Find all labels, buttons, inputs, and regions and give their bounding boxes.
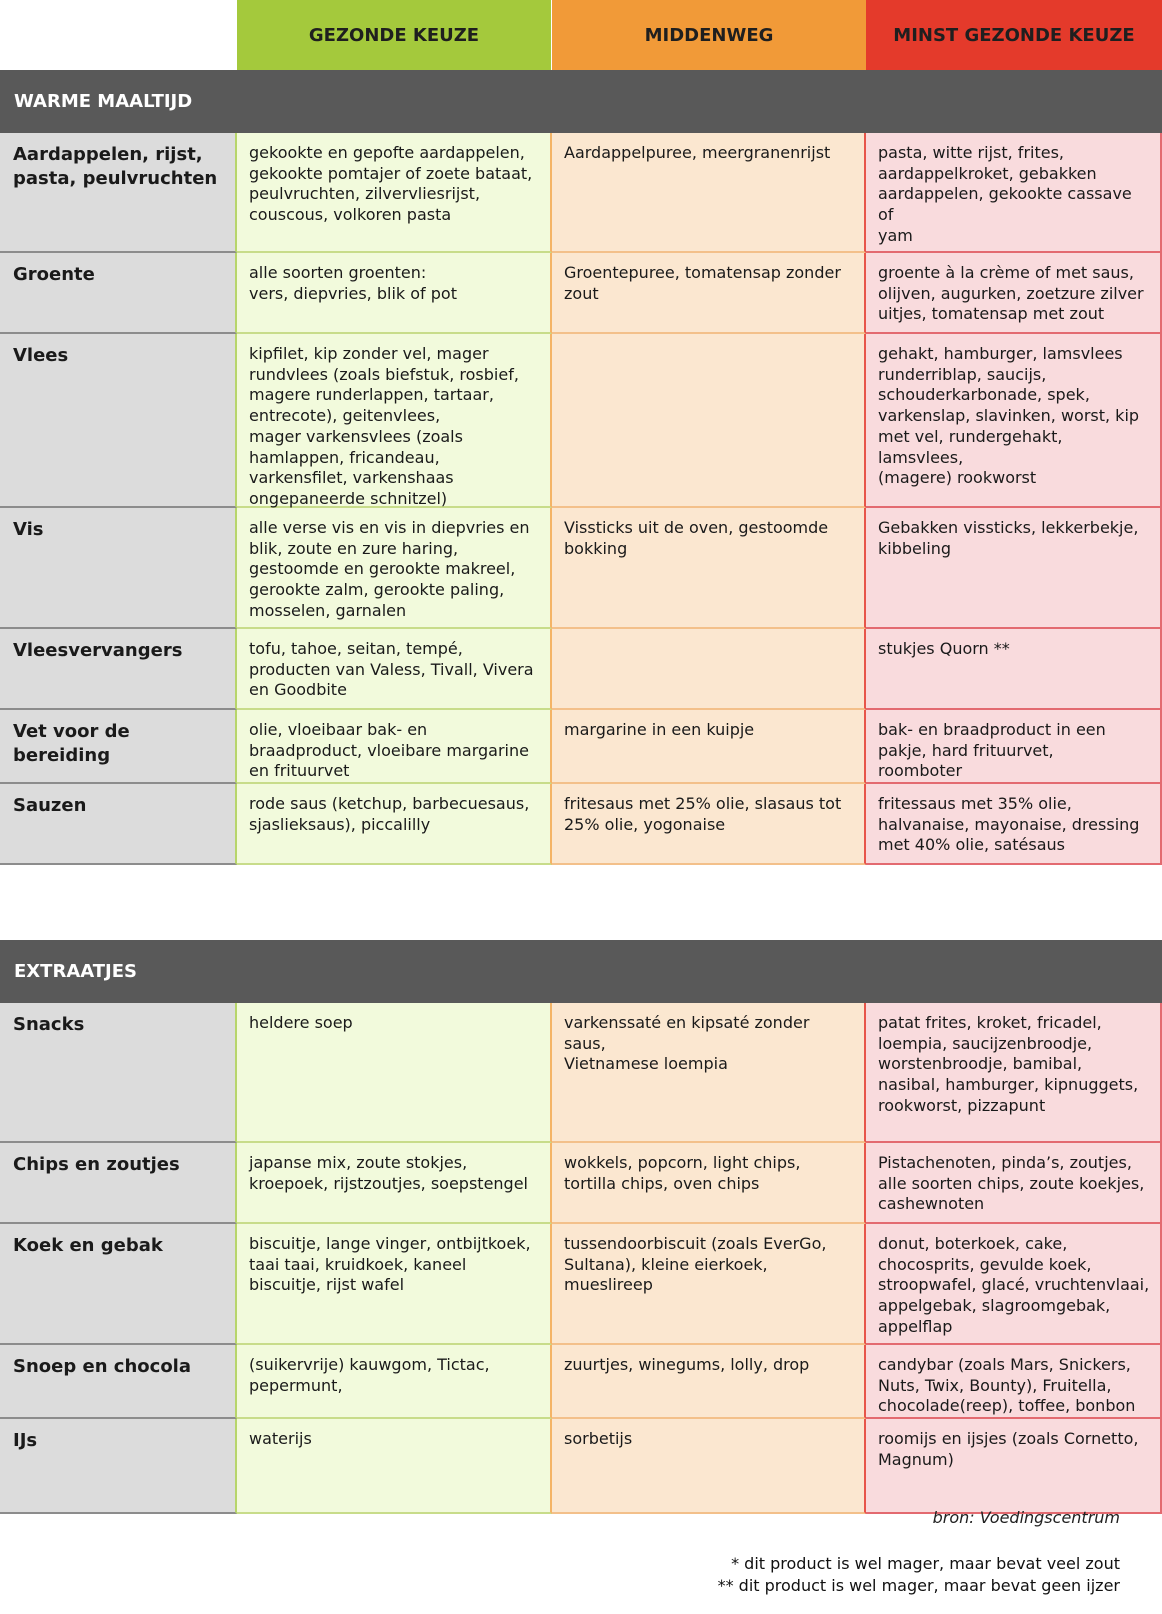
row-label: Aardappelen, rijst, pasta, peulvruchten: [0, 133, 237, 253]
cell-healthy: alle verse vis en vis in diepvries en blik, zoute en zure haring, gestoomde en gerookte makreel, gerookte zalm, gerookte paling, mosselen, garnalen: [237, 508, 552, 629]
cell-least: gehakt, hamburger, lamsvlees runderriblap, saucijs, schouderkarbonade, spek, varkenslap, slavinken, worst, kip met vel, rundergehakt, lamsvlees, (magere) rookworst: [866, 334, 1162, 508]
cell-healthy: tofu, tahoe, seitan, tempé, producten van Valess, Tivall, Vivera en Goodbite: [237, 629, 552, 710]
footnote-iron: ** dit product is wel mager, maar bevat geen ijzer: [717, 1576, 1120, 1595]
row-label: Vleesvervangers: [0, 629, 237, 710]
row-label: Snoep en chocola: [0, 1345, 237, 1419]
cell-healthy: heldere soep: [237, 1003, 552, 1143]
header-middle: MIDDENWEG: [552, 0, 866, 70]
row-label: Vis: [0, 508, 237, 629]
cell-least: Pistachenoten, pinda’s, zoutjes, alle soorten chips, zoute koekjes, cashewnoten: [866, 1143, 1162, 1224]
section-bar-extraatjes: EXTRAATJES: [0, 940, 1162, 1003]
cell-middle: wokkels, popcorn, light chips, tortilla chips, oven chips: [552, 1143, 866, 1224]
cell-middle: Aardappelpuree, meergranenrijst: [552, 133, 866, 253]
table-row: [0, 629, 1162, 710]
cell-least: Gebakken vissticks, lekkerbekje, kibbeling: [866, 508, 1162, 629]
cell-middle: fritesaus met 25% olie, slasaus tot 25% olie, yogonaise: [552, 784, 866, 865]
cell-least: fritessaus met 35% olie, halvanaise, mayonaise, dressing met 40% olie, satésaus: [866, 784, 1162, 865]
header-healthy: GEZONDE KEUZE: [237, 0, 551, 70]
cell-healthy: olie, vloeibaar bak- en braadproduct, vloeibare margarine en frituurvet: [237, 710, 552, 784]
table-row: [0, 334, 1162, 508]
cell-healthy: alle soorten groenten: vers, diepvries, blik of pot: [237, 253, 552, 334]
source-note: bron: Voedingscentrum: [932, 1508, 1120, 1527]
cell-healthy: kipfilet, kip zonder vel, mager rundvlees (zoals biefstuk, rosbief, magere runderlappen, tartaar, entrecote), geitenvlees, mager varkensvlees (zoals hamlappen, fricandeau, varkensfilet, varkenshaas ongepaneerde schnitzel): [237, 334, 552, 508]
column-header-row: [0, 0, 1135, 70]
cell-least: patat frites, kroket, fricadel, loempia, saucijzenbroodje, worstenbroodje, bamibal, nasibal, hamburger, kipnuggets, rookworst, pizzapunt: [866, 1003, 1162, 1143]
cell-least: candybar (zoals Mars, Snickers, Nuts, Twix, Bounty), Fruitella, chocolade(reep), toffee, bonbon: [866, 1345, 1162, 1419]
table-row: [0, 1345, 1162, 1419]
row-label: Vlees: [0, 334, 237, 508]
header-blank: [0, 0, 236, 70]
table-row: [0, 1143, 1162, 1224]
cell-healthy: waterijs: [237, 1419, 552, 1514]
row-label: Chips en zoutjes: [0, 1143, 237, 1224]
table-row: [0, 508, 1162, 629]
table-row: [0, 1419, 1162, 1514]
cell-middle: sorbetijs: [552, 1419, 866, 1514]
row-label: IJs: [0, 1419, 237, 1514]
table-row: [0, 710, 1162, 784]
cell-least: bak- en braadproduct in een pakje, hard frituurvet, roomboter: [866, 710, 1162, 784]
table-row: [0, 1224, 1162, 1345]
cell-least: donut, boterkoek, cake, chocosprits, gevulde koek, stroopwafel, glacé, vruchtenvlaai, appelgebak, slagroomgebak, appelflap: [866, 1224, 1162, 1345]
cell-middle: [552, 629, 866, 710]
cell-healthy: gekookte en gepofte aardappelen, gekookte pomtajer of zoete bataat, peulvruchten, zilvervliesrijst, couscous, volkoren pasta: [237, 133, 552, 253]
cell-middle: zuurtjes, winegums, lolly, drop: [552, 1345, 866, 1419]
cell-least: roomijs en ijsjes (zoals Cornetto, Magnum): [866, 1419, 1162, 1514]
cell-middle: [552, 334, 866, 508]
cell-middle: Groentepuree, tomatensap zonder zout: [552, 253, 866, 334]
row-label: Koek en gebak: [0, 1224, 237, 1345]
cell-middle: varkenssaté en kipsaté zonder saus, Vietnamese loempia: [552, 1003, 866, 1143]
cell-least: stukjes Quorn **: [866, 629, 1162, 710]
table-row: [0, 253, 1162, 334]
cell-least: groente à la crème of met saus, olijven, augurken, zoetzure zilver uitjes, tomatensap met zout: [866, 253, 1162, 334]
table-row: [0, 133, 1162, 253]
table-row: [0, 784, 1162, 865]
row-label: Vet voor de bereiding: [0, 710, 237, 784]
cell-healthy: japanse mix, zoute stokjes, kroepoek, rijstzoutjes, soepstengel: [237, 1143, 552, 1224]
cell-least: pasta, witte rijst, frites, aardappelkroket, gebakken aardappelen, gekookte cassave of yam: [866, 133, 1162, 253]
section-bar-warme-maaltijd: WARME MAALTIJD: [0, 70, 1162, 133]
footnote-salt: * dit product is wel mager, maar bevat veel zout: [731, 1554, 1120, 1573]
cell-middle: tussendoorbiscuit (zoals EverGo, Sultana), kleine eierkoek, mueslireep: [552, 1224, 866, 1345]
cell-healthy: (suikervrije) kauwgom, Tictac, pepermunt,: [237, 1345, 552, 1419]
row-label: Groente: [0, 253, 237, 334]
cell-healthy: biscuitje, lange vinger, ontbijtkoek, taai taai, kruidkoek, kaneel biscuitje, rijst wafel: [237, 1224, 552, 1345]
table-row: [0, 1003, 1162, 1143]
cell-healthy: rode saus (ketchup, barbecuesaus, sjaslieksaus), piccalilly: [237, 784, 552, 865]
header-least: MINST GEZONDE KEUZE: [866, 0, 1162, 70]
cell-middle: Vissticks uit de oven, gestoomde bokking: [552, 508, 866, 629]
row-label: Snacks: [0, 1003, 237, 1143]
row-label: Sauzen: [0, 784, 237, 865]
cell-middle: margarine in een kuipje: [552, 710, 866, 784]
